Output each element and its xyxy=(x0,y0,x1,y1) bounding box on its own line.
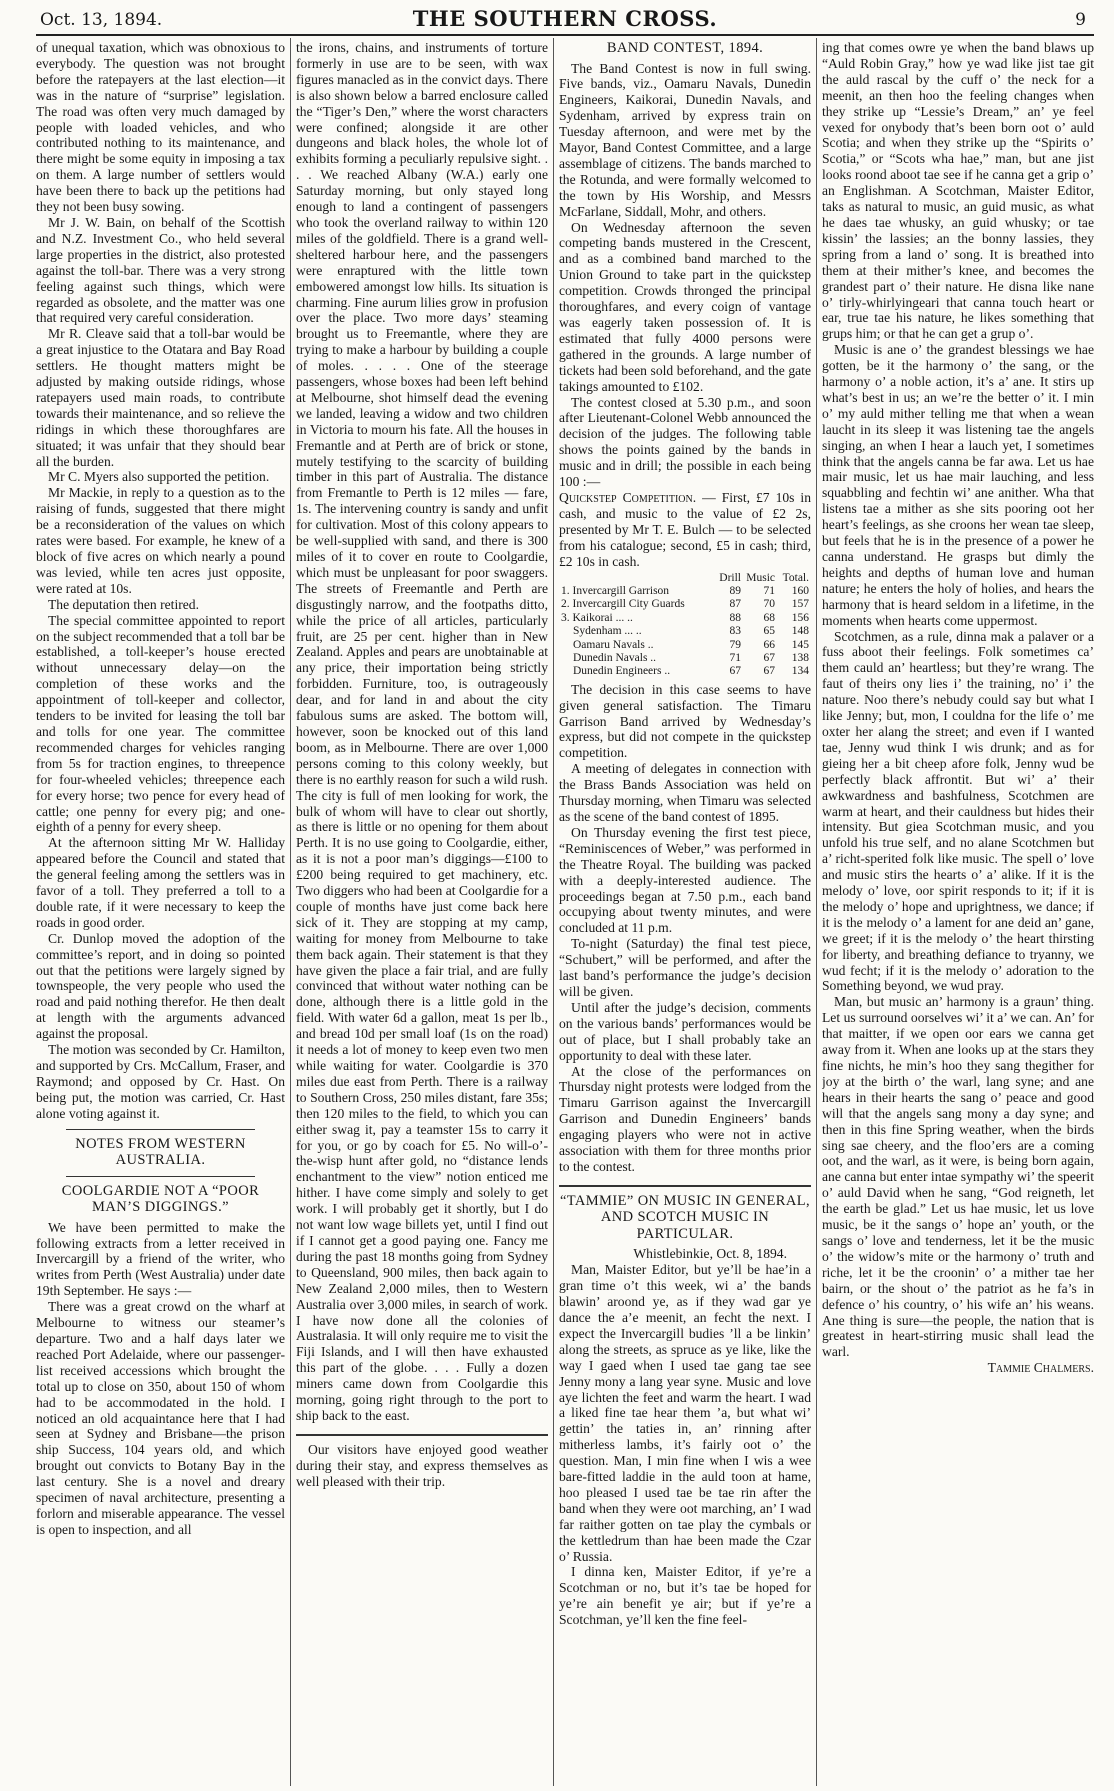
section-rule xyxy=(66,1176,255,1177)
paragraph: Mr R. Cleave said that a toll-bar would be a great injustice to the Otatara and Bay Road settlers. He thought matters might be adjusted by making outside ridings, whose ratepayers used main roads, to contribute towards their maintenance, and so relieve the ridings in which these thoroughfares are situated; it was unfair that they should bear all the burden. xyxy=(36,326,285,469)
music-score: 70 xyxy=(763,598,775,611)
headline-band-contest: BAND CONTEST, 1894. xyxy=(606,40,764,56)
music-score: 67 xyxy=(763,665,775,678)
table-row xyxy=(559,585,811,598)
table-row xyxy=(559,625,811,638)
paragraph: The deputation then retired. xyxy=(48,596,199,612)
band-name: 3. Kaikorai ... .. xyxy=(561,611,633,624)
paragraph: Mr Mackie, in reply to a question as to the raising of funds, suggested that there might be a reconsideration of the values on which rates were based. For example, he knew of a block of five acres on which nearly a pound was levied, while ten acres just opposite, were rated at 10s. xyxy=(36,485,285,596)
newspaper-title: THE SOUTHERN CROSS. xyxy=(412,6,718,31)
section-rule xyxy=(296,1434,548,1436)
masthead xyxy=(36,4,1094,36)
total-score: 157 xyxy=(791,598,809,611)
paragraph: The Band Contest is now in full swing. Five bands, viz., Oamaru Navals, Dunedin Engineers, Kaikorai, Dunedin Navals, and Sydenham, arrived by express train on Tuesday afternoon, and were met by the Mayor, Band Contest Committee, and a large assemblage of citizens. The bands marched to the Rotunda, and were formally welcomed to the town by His Worship, and Messrs McFarlane, Siddall, Mohr, and others. xyxy=(559,60,811,219)
music-score: 71 xyxy=(763,584,775,597)
music-score: 65 xyxy=(763,625,775,638)
table-row xyxy=(559,639,811,652)
drill-score: 87 xyxy=(729,598,741,611)
total-score: 145 xyxy=(791,638,809,651)
total-score: 148 xyxy=(791,625,809,638)
band-name: Sydenham ... .. xyxy=(573,625,642,638)
column-divider xyxy=(290,38,291,1786)
paragraph: The decision in this case seems to have given general satisfaction. The Timaru Garrison Band arrived by Wednesday’s express, but did not compete in the quickstep competition. xyxy=(559,681,811,761)
headline-tammie-music: “TAMMIE” ON MUSIC IN GENERAL, AND SCOTCH MUSIC IN PARTICULAR. xyxy=(559,1192,811,1242)
drill-score: 83 xyxy=(729,625,741,638)
band-name: Dunedin Navals .. xyxy=(573,651,657,664)
column-2 xyxy=(296,40,548,1784)
paragraph: A meeting of delegates in connection with the Brass Bands Association was held on Thursday morning, when Timaru was selected as the scene of the band contest of 1895. xyxy=(559,761,811,824)
band-name: Oamaru Navals .. xyxy=(573,638,654,651)
paragraph: On Wednesday afternoon the seven competing bands mustered in the Crescent, and as a combined band marched to the Union Ground to take part in the quickstep competition. Crowds thronged the principal thoroughfares, and every coign of vantage was eagerly taken possession of. It is estimated that fully 4000 persons were gathered in the grounds. A large number of tickets had been sold beforehand, and the gate takings amounted to £102. xyxy=(559,219,811,394)
paragraph: Our visitors have enjoyed good weather during their stay, and express themselves as well pleased with their trip. xyxy=(296,1441,548,1489)
column-divider xyxy=(816,38,817,1786)
band-name: Dunedin Engineers .. xyxy=(573,665,671,678)
paragraph: Cr. Dunlop moved the adoption of the committee’s report, and in doing so pointed out that the petitions were largely signed by townspeople, the very people who used the road and paid nothing therefor. He then dealt at length with the arguments advanced against the proposal. xyxy=(36,930,285,1042)
section-rule xyxy=(559,1185,811,1187)
drill-score: 67 xyxy=(729,665,741,678)
band-name: 2. Invercargill City Guards xyxy=(561,598,685,611)
column-header: Music xyxy=(746,571,775,584)
paragraph: Mr J. W. Bain, on behalf of the Scottish and N.Z. Investment Co., who held several large properties in the district, also protested against the toll-bar. There was a very strong feeling against such things, which were regarded as obsolete, and the matter was one that required very careful consideration. xyxy=(36,214,285,326)
paragraph: Man, but music an’ harmony is a graun’ thing. Let us surround oorselves wi’ it a’ we can. An’ for that maitter, if we open oor ears we canna get away from it. When ane looks up at the stars they fine nichts, he min’s hoo they sang thegither for joy at the birth o’ the warl, lang syne; and ane hears in their hearts the sang o’ peace and good will that the angels sang mony a day syne; and then in this fine Spring weather, when the birds sing sae cheery, and the floo’ers are a coming oot, and the warl, as it were, is being born again, ane canna but enter intae sympathy wi’ the speerit o’ auld David when he sang, “God reigneth, let the earth be glad.” Let us hae music, let us love music, be it the sangs o’ hope an’ youth, or the sangs o’ love and tenderness, let it be the music o’ the widow’s mite or the harmony o’ truth and riche, let it be the croonin’ o’ a mither tae her bairn, or the shout o’ the patriot as he fa’s in defence o’ his country, o’ his wife an’ his weans. Ane thing is sure—the people, the nation that is greatest in heart-stirring music shall lead the warl. xyxy=(822,994,1094,1360)
music-score: 68 xyxy=(763,611,775,624)
total-score: 156 xyxy=(791,611,809,624)
column-4 xyxy=(822,40,1094,1784)
paragraph: ing that comes owre ye when the band blaws up “Auld Robin Gray,” how ye wad like jist tae git the auld rascal by the cuff o’ the neck for a meenit, an then hoo the feeling changes when they strike up “Lessie’s Dream,” an’ ye feel vexed for onybody that’s been born oot o’ auld Scotia; and when they strike up the “Spirits o’ Scotia,” or “Scots wha hae,” man, but ane jist looks roond aboot tae see if he canna get a grip o’ an Englishman. A Scotchman, Maister Editor, taks as natural to music, an guid music, as what he daes tae whusky, an guid whusky; or tae kissin’ the lassies; an the bonny lassies, they spring from a land o’ song. It is breathed into them at their mither’s knee, and becomes the grandest part o’ their nature. He disna like nane o’ tirly-whirlyingeari that canna touch heart or ear, true tae his nature, he likes something that grups him; or that he can get a grup o’. xyxy=(822,40,1094,342)
total-score: 160 xyxy=(791,584,809,597)
table-row xyxy=(559,598,811,611)
paragraph: I dinna ken, Maister Editor, if ye’re a Scotchman or no, but it’s tae be hoped for ye’re ain benefit ye air; but if ye’re a Scotchman, ye’ll ken the fine feel- xyxy=(559,1564,811,1628)
paragraph: the irons, chains, and instruments of torture formerly in use are to be seen, with wax figures manacled as in the convict days. There is also shown below a barred enclosure called the “Tiger’s Den,” where the worst characters were confined; alongside it are other dungeons and black holes, the whole lot of exhibits forming a peculiarly repulsive sight. . . . We reached Albany (W.A.) early one Saturday morning, but only stayed long enough to land a contingent of passengers who took the overland railway to within 120 miles of the goldfield. There is a grand well-sheltered harbour here, and the passengers were enraptured with the little town embowered amongst low hills. Its situation is charming. Fine aurum lilies grow in profusion over the place. Two more days’ steaming brought us to Freemantle, where they are trying to make a harbour by building a couple of moles. . . . . One of the steerage passengers, whose boxes had been left behind at Melbourne, shot himself dead the evening we landed, leaving a widow and two children in Victoria to mourn his fate. All the houses in Fremantle and at Perth are of brick or stone, mutely testifying to the scarcity of building timber in this part of Australia. The distance from Fremantle to Perth is 12 miles — fare, 1s. The intervening country is sandy and unfit for cultivation. Most of this colony appears to be well-supplied with sand, and there is 300 miles of it to cover en route to Coolgardie, which must be unpleasant for poor swaggers. The streets of Freemantle and Perth are disgustingly narrow, and the footpaths ditto, while the price of all articles, particularly fruit, are 25 per cent. higher than in New Zealand. Apples and pears are unobtainable at any price, their importation being strictly forbidden. Furniture, too, is outrageously dear, and for land in and about the city fabulous sums are asked. The bottom will, however, soon be knocked out of this land boom, as in Melbourne. There are over 1,000 persons coming to this colony weekly, but there is no earthly reason for such a wild rush. The city is full of men looking for work, the bulk of whom will have to clear out shortly, as there is little or no opening for them about Perth. It is no use going to Coolgardie, either, as it is not a poor man’s diggings—£100 to £200 being required to get machinery, etc. Two diggers who had been at Coolgardie for a couple of months have just come back here sick of it. They are stopping at my camp, waiting for money from Melbourne to take them back again. Their statement is that they have given the place a fair trial, and are fully convinced that without water nothing can be done, although there is a little gold in the field. With water 6d a gallon, meat 1s per lb., and bread 10d per small loaf (1s on the road) it needs a lot of money to keep even two men while waiting for water. Coolgardie is 370 miles due east from Perth. There is a railway to Southern Cross, 250 miles distant, fare 35s; then 120 miles to the field, to which you can either swag it, pay a teamster 15s to carry it for you, or go by coach for £5. No will-o’-the-wisp hunt after gold, no “distance lends enchantment to the view” notion enticed me hither. I have come simply and solely to get work. I will probably get it shortly, but I do not want low wage billets yet, until I find out if I cannot get a good paying one. Fancy me during the past 18 months going from Sydney to Queensland, 900 miles, then back again to New Zealand 2,000 miles, then to Western Australia over 3,000 miles, in search of work. I have now done all the colonies of Australasia. It will only require me to visit the Fiji Islands, and I will then have exhausted this part of the globe. . . . Fully a dozen miners came down from Coolgardie this morning, going right through to the port to ship back to the east. xyxy=(296,40,548,1423)
paragraph: Until after the judge’s decision, comments on the various bands’ performances would be out of place, but I shall probably take an opportunity to deal with these later. xyxy=(559,999,811,1063)
band-name: 1. Invercargill Garrison xyxy=(561,584,670,597)
drill-score: 89 xyxy=(729,584,741,597)
music-score: 66 xyxy=(763,638,775,651)
paragraph: Mr C. Myers also supported the petition. xyxy=(48,469,270,485)
competition-prizes: — First, £7 10s in cash, and music to the value of £2 2s, presented by Mr T. E. Bulch — to be selected from his catalogue; second, £5 in cash; third, £2 10s in cash. xyxy=(559,489,811,569)
drill-score: 71 xyxy=(729,651,741,664)
competition-label: Quickstep Competition. xyxy=(559,489,697,505)
total-score: 138 xyxy=(791,651,809,664)
column-divider xyxy=(553,38,554,1786)
paragraph: The motion was seconded by Cr. Hamilton, and supported by Crs. McCallum, Fraser, and Raymond; and opposed by Cr. Hast. On being put, the motion was carried, Cr. Hast alone voting against it. xyxy=(36,1042,285,1121)
drill-score: 88 xyxy=(729,611,741,624)
paragraph: There was a great crowd on the wharf at Melbourne to witness our steamer’s departure. Two and a half days later we reached Port Adelaide, where our passenger-list received accessions which brought the total up to close on 350, about 150 of whom had to be accommodated in the hold. I noticed an old acquaintance here that I had seen at Sydney and Brisbane—the prison ship Success, 104 years old, and which brought out convicts to Botany Bay in the last century. She is a novel and dreary specimen of naval architecture, presenting a forlorn and miserable appearance. The vessel is open to inspection, and all xyxy=(36,1299,285,1537)
paragraph: of unequal taxation, which was obnoxious to everybody. The question was not brought before the ratepayers at the last election—it was in the nature of “surprise” legislation. The road was often very much damaged by people with loaded vehicles, and who contributed nothing to its maintenance, and there might be some equity in imposing a tax on them. A large number of settlers would have been there to back up the petitions had they not been busy sowing. xyxy=(36,40,285,215)
table-header-row xyxy=(559,572,811,585)
table-row xyxy=(559,665,811,678)
drill-score: 79 xyxy=(729,638,741,651)
table-row xyxy=(559,652,811,665)
table-row xyxy=(559,612,811,625)
paragraph: On Thursday evening the first test piece, “Reminiscences of Weber,” was performed in the Theatre Royal. The building was packed with a deeply-interested audience. The proceedings began at 7.50 p.m., each band occupying about twenty minutes, and were concluded at 11 p.m. xyxy=(559,824,811,936)
column-3 xyxy=(559,40,811,1784)
paragraph xyxy=(559,490,811,570)
headline-western-australia: NOTES FROM WESTERN AUSTRALIA. xyxy=(75,1135,246,1169)
paragraph: To-night (Saturday) the final test piece, “Schubert,” will be performed, and after the last band’s performance the judge’s decision will be given. xyxy=(559,936,811,999)
paragraph: The special committee appointed to report on the subject recommended that a toll bar be established, a toll-keeper’s house erected without unnecessary delay—on the completion of these works and the appointment of toll-keeper and collector, tenders to be invited for leasing the toll bar and tolls for one year. The committee recommended charges for vehicles ranging from 5s for traction engines, to threepence for four-wheeled vehicles; threepence each for every horse; two pence for every head of cattle; one penny for every pig; and one-eighth of a penny for every sheep. xyxy=(36,612,285,835)
music-score: 67 xyxy=(763,651,775,664)
column-1 xyxy=(36,40,285,1784)
dateline: Whistlebinkie, Oct. 8, 1894. xyxy=(633,1246,787,1262)
paragraph: At the afternoon sitting Mr W. Halliday appeared before the Council and stated that the general feeling among the settlers was in favor of a toll. They preferred a toll to a double rate, if it were necessary to keep the roads in good order. xyxy=(36,835,285,930)
paragraph: Man, Maister Editor, but ye’ll be hae’in a gran time o’t this week, wi a’ the bands blawin’ aroond ye, as if they wad gar ye dance the a’e meenit, an fecht the next. I expect the Invercargill budies ’ll a be linkin’ along the streets, as spruce as ye like, like the way I gaed when I used tae gang tae see Jenny mony a lang year syne. Music and love aye lichten the feet and warm the heart. I wad a liked fine tae hear them ’a, but what wi’ gettin’ the taties in, an’ rinning after mitherless lambs, it’s fairly oot o’ the question. Man, I min fine when I wis a wee bare-fitted laddie in the auld toon at hame, hoo pleased I used tae be tae rin after the band when they were oot marching, an’ I wad far raither gotten on tae play the cymbals or the kettledrum than hae been made the Czar o’ Russia. xyxy=(559,1262,811,1564)
results-table xyxy=(559,572,811,679)
issue-date: Oct. 13, 1894. xyxy=(40,10,163,30)
paragraph: The contest closed at 5.30 p.m., and soon after Lieutenant-Colonel Webb announced the decision of the judges. The following table shows the points gained by the bands in music and in drill; the possible in each being 100 :— xyxy=(559,394,811,490)
paragraph: At the close of the performances on Thursday night protests were lodged from the Timaru Garrison against the Invercargill Garrison and Dunedin Engineers’ bands engaging players who were not in active association with them for three months prior to the contest. xyxy=(559,1063,811,1174)
headline-coolgardie: COOLGARDIE NOT A “POOR MAN’S DIGGINGS.” xyxy=(61,1182,260,1216)
page-number: 9 xyxy=(1075,10,1086,30)
section-rule xyxy=(66,1129,255,1130)
total-score: 134 xyxy=(791,665,809,678)
column-header: Total. xyxy=(782,571,809,584)
paragraph: Music is ane o’ the grandest blessings we hae gotten, be it the harmony o’ the sang, or the harmony o’ a noble action, it’s a’ ane. It stirs up what’s best in us; an we’re the better o’ it. I min o’ my auld mither telling me that when a wean laucht in its sleep it was listening tae the angels singing, an when I hear a lauch yet, I sometimes think that the angels canna be far awa. Let us hae mair music, let us hae mair lauching, and less squabbling and fechtin wi’ ane anither. Wha that listens tae a mither as she sits pooring oot her heart’s feelings, as she croons her wean tae sleep, but feels that he is in the presence of a power he canna understand. He grasps but dimly the heights and depths of human love and human nature; he enters the holy of holies, and hears the harmony that is heard seldom in a lifetime, in the moments when hearts come uppermost. xyxy=(822,342,1094,628)
column-header: Drill xyxy=(719,571,741,584)
author-signature: Tammie Chalmers. xyxy=(987,1360,1094,1376)
paragraph: We have been permitted to make the following extracts from a letter received in Invercargill by a friend of the writer, who writes from Perth (West Australia) under date 19th September. He says :— xyxy=(36,1219,285,1299)
paragraph: Scotchmen, as a rule, dinna mak a palaver or a fuss aboot their feelings. Folk sometimes ca’ them cauld an’ heartless; but they’re wrang. The faut of theirs ony lies i’ the training, no’ i’ the nature. Noo there’s nebudy could say but what I like Jenny; but, mon, I couldna for the life o’ me oxter her alang the street; and even if I wanted tae, Jenny wud think I wis drunk; and as for gieing her a bit cheep afore folk, Jenny wud be perfectly black affrontit. But wi’ a’ their awkwardness and bashfulness, Scotchmen are warm at heart, and their cauldness but hides their intensity. But giea Scotchman music, and you unfold his true self, and no alane Scotchmen but a’ richt-sperited folk like music. The spell o’ love and music stirs the hearts o’ a’ alike. If it is the melody o’ love, oor spirit responds to it; if it is the melody o’ hope and uprightness, we dance; if it is the melody o’ a lament for ane deid an’ gane, we greet; if it is the melody o’ the heart thirsting for liberty, and breathing defiance to tryanny, we wud fecht; if it is the melody o’ adoration to the Something beyond, we wud pray. xyxy=(822,628,1094,994)
